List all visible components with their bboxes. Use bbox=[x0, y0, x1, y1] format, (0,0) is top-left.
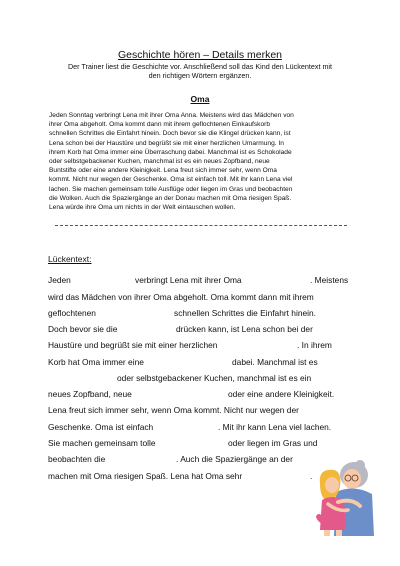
gap-line bbox=[48, 387, 368, 401]
gap-line bbox=[48, 420, 368, 434]
instruction-line: Der Trainer liest die Geschichte vor. Anschließend soll das Kind den Lückentext mit bbox=[67, 62, 333, 71]
gap-text-segment: geflochtenen bbox=[48, 308, 96, 318]
gap-text-segment: neues Zopfband, neue bbox=[48, 389, 132, 399]
story-line: Lena würde ihre Oma um nichts in der Welt eintauschen wollen. bbox=[49, 204, 236, 212]
gap-text-segment: verbringt Lena mit ihrer Oma bbox=[135, 275, 242, 285]
gap-text-segment: . bbox=[310, 471, 313, 481]
grandmother-child-hug-icon bbox=[308, 458, 380, 538]
gap-line bbox=[48, 322, 368, 336]
instruction-line: den richtigen Wörtern ergänzen. bbox=[148, 71, 252, 80]
gap-line bbox=[48, 306, 368, 320]
gap-text-segment: Korb hat Oma immer eine bbox=[48, 357, 144, 367]
story-line: ihrer Oma abgeholt. Oma kommt dann mit ihrem geflochtenen Einkaufskorb bbox=[49, 121, 270, 129]
story-line: kommt. Nicht nur wegen der Geschenke. Oma ist einfach toll. Mit ihr kann Lena viel bbox=[49, 176, 293, 184]
gap-text-segment: Lena freut sich immer sehr, wenn Oma kommt. Nicht nur wegen der bbox=[48, 405, 299, 415]
gap-text-segment: machen mit Oma riesigen Spaß. Lena hat Oma sehr bbox=[48, 471, 243, 481]
gap-line bbox=[48, 355, 368, 369]
gap-text-segment: drücken kann, ist Lena schon bei der bbox=[176, 324, 313, 334]
story-line: die Wolken. Auch die Spaziergänge an der Donau machen mit Oma riesigen Spaß. bbox=[49, 194, 292, 202]
story-line: ihrem Korb hat Oma immer eine Überraschung dabei. Manchmal ist es Schokolade bbox=[49, 148, 292, 156]
story-line: Lena schon bei der Haustüre und begrüßt sie mit einer herzlichen Umarmung. In bbox=[49, 139, 284, 147]
gap-line bbox=[48, 436, 368, 450]
dashed-divider bbox=[55, 225, 347, 226]
gap-text-segment: . In ihrem bbox=[297, 340, 332, 350]
gap-text-segment: oder eine andere Kleinigkeit. bbox=[228, 389, 335, 399]
story-line: Jeden Sonntag verbringt Lena mit ihrer Oma Anna. Meistens wird das Mädchen von bbox=[49, 112, 294, 119]
gap-text-segment: Haustüre und begrüßt sie mit einer herzlichen bbox=[48, 340, 218, 350]
story-line: oder selbstgebackener Kuchen, manchmal ist es ein neues Zopfband, neue bbox=[49, 158, 270, 166]
gap-text-segment: oder liegen im Gras und bbox=[228, 438, 318, 448]
gap-text-segment: dabei. Manchmal ist es bbox=[232, 357, 318, 367]
gap-text-segment: Sie machen gemeinsam tolle bbox=[48, 438, 156, 448]
gap-text-segment: . Meistens bbox=[310, 275, 349, 285]
gap-line bbox=[48, 403, 368, 417]
page-title: Geschichte hören – Details merken bbox=[118, 49, 282, 61]
gap-text-segment: schnellen Schrittes die Einfahrt hinein. bbox=[174, 308, 316, 318]
gap-line bbox=[48, 338, 368, 352]
gap-text-segment: . Mit ihr kann Lena viel lachen. bbox=[218, 422, 332, 432]
gap-text-segment: Jeden bbox=[48, 275, 71, 285]
gap-line bbox=[48, 371, 368, 385]
gap-text-segment: Doch bevor sie die bbox=[48, 324, 118, 334]
story-line: Buntstifte oder eine andere Kleinigkeit. Lena freut sich immer sehr, wenn Oma bbox=[49, 167, 277, 175]
gap-text-segment: wird das Mädchen von ihrer Oma abgeholt. Oma kommt dann mit ihrem bbox=[48, 292, 314, 302]
gap-text-segment: oder selbstgebackener Kuchen, manchmal ist es ein bbox=[117, 373, 312, 383]
gap-text-segment: Geschenke. Oma ist einfach bbox=[48, 422, 154, 432]
gap-text-segment: beobachten die bbox=[48, 454, 106, 464]
gap-text-segment: . Auch die Spaziergänge an der bbox=[176, 454, 293, 464]
story-line: schnellen Schrittes die Einfahrt hinein. Doch bevor sie die Klingel drücken kann, ist bbox=[49, 130, 291, 138]
gap-text-title: Lückentext: bbox=[48, 254, 92, 264]
story-text bbox=[49, 111, 353, 212]
instructions bbox=[40, 62, 360, 80]
gap-line bbox=[48, 290, 368, 304]
gap-line bbox=[48, 273, 368, 287]
story-line: lachen. Sie machen gemeinsam tolle Ausflüge oder liegen im Gras und beobachten bbox=[49, 185, 293, 193]
story-title: Oma bbox=[190, 94, 210, 104]
